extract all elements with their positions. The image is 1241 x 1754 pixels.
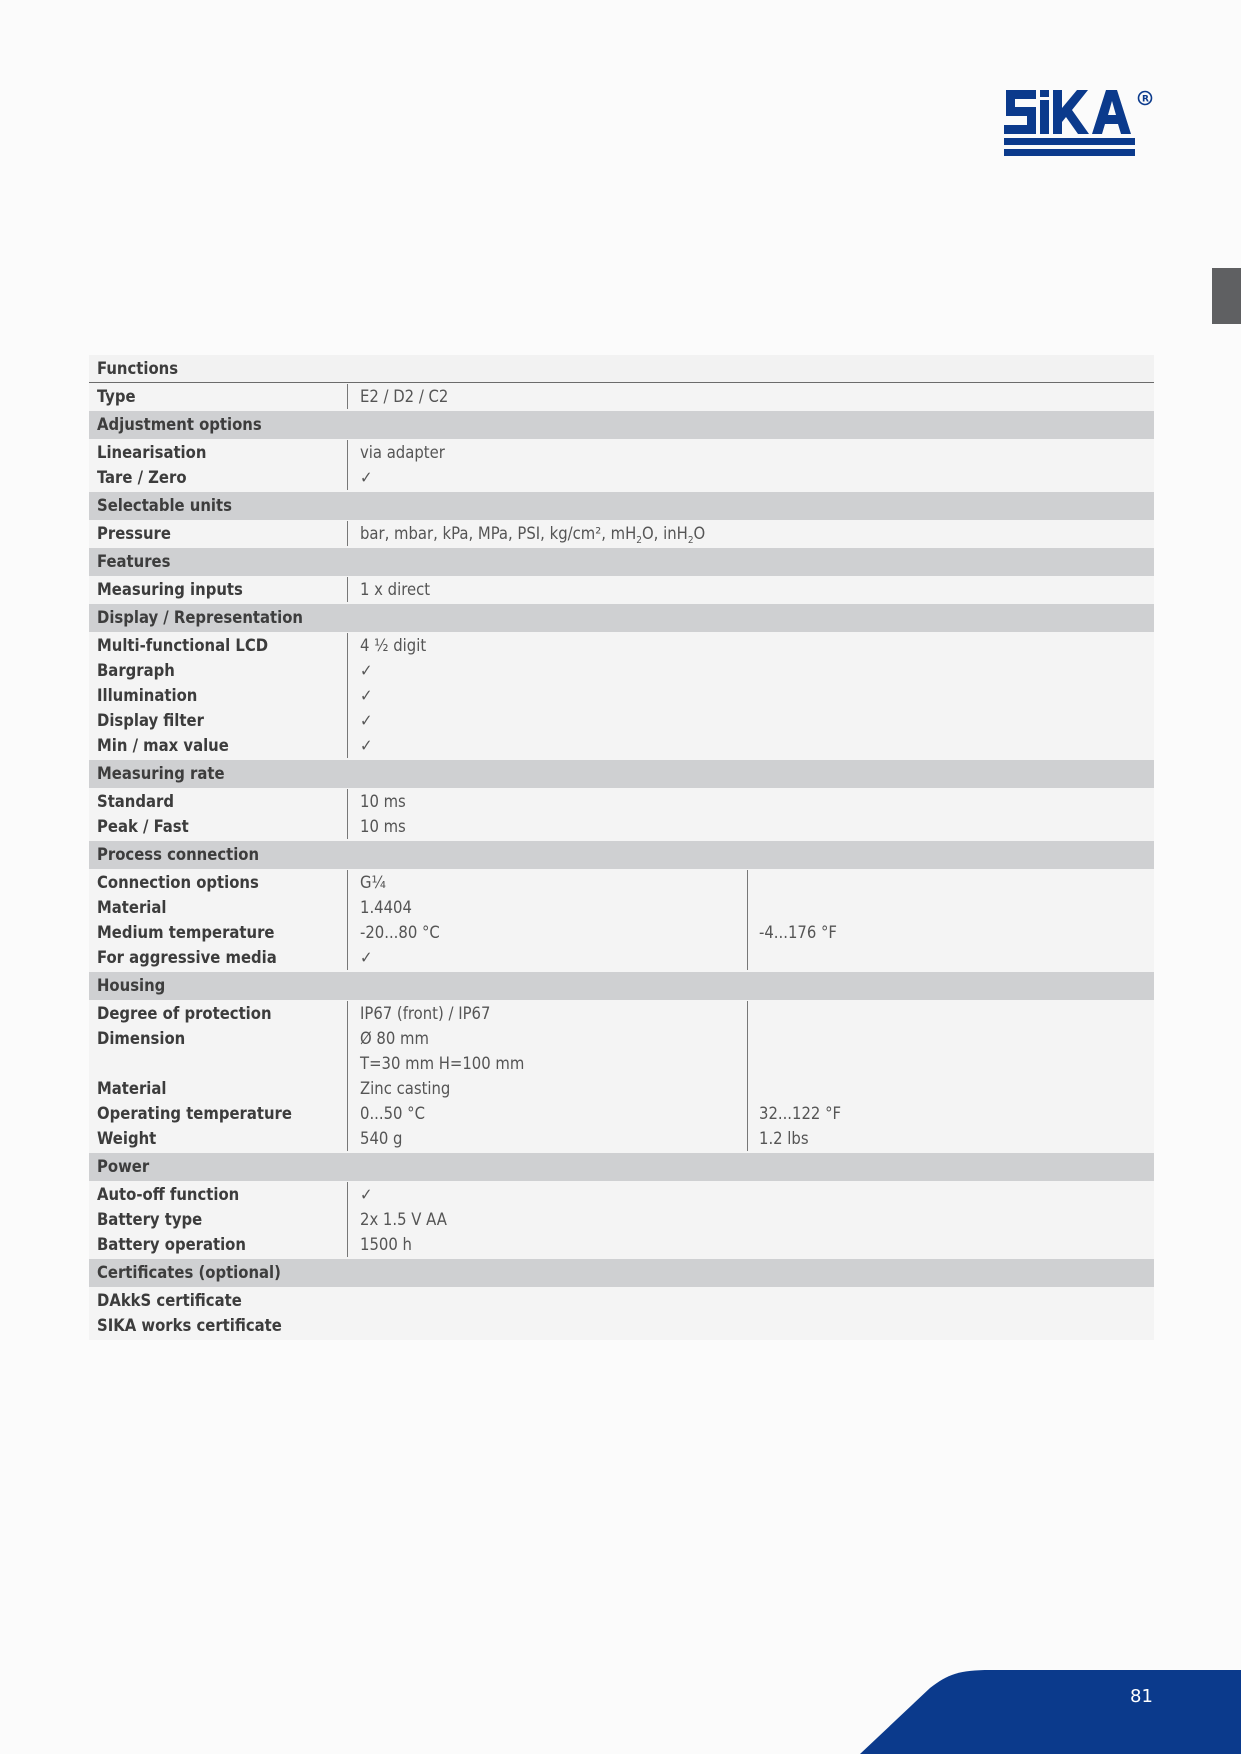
svg-text:R: R	[1142, 94, 1149, 105]
pressure-units: bar, mbar, kPa, MPa, PSI, kg/cm², $mH_2O$, inH$_2$O	[347, 521, 1154, 546]
spec-row-weight: Weight 540 g 1.2 lbs	[89, 1126, 1154, 1153]
section-selectable-units: Selectable units	[89, 492, 1154, 520]
section-certificates: Certificates (optional)	[89, 1259, 1154, 1287]
spec-row-lcd: Multi-functional LCD 4 ½ digit	[89, 632, 1154, 658]
spec-row-aggressive-media: For aggressive media ✓	[89, 945, 1154, 972]
spec-row-auto-off: Auto-off function ✓	[89, 1181, 1154, 1207]
page-number: 81	[1130, 1686, 1153, 1707]
spec-row-operating-temperature: Operating temperature 0...50 °C 32...122 °F	[89, 1101, 1154, 1126]
section-measuring-rate: Measuring rate	[89, 760, 1154, 788]
spec-row-battery-operation: Battery operation 1500 h	[89, 1232, 1154, 1259]
spec-row-linearisation: Linearisation via adapter	[89, 439, 1154, 465]
spec-row-min-max: Min / max value ✓	[89, 733, 1154, 760]
spec-row-type: Type E2 / D2 / C2	[89, 383, 1154, 411]
specification-table	[89, 355, 1154, 1340]
spec-row-standard: Standard 10 ms	[89, 788, 1154, 814]
spec-row-measuring-inputs: Measuring inputs 1 x direct	[89, 576, 1154, 604]
spec-row-battery-type: Battery type 2x 1.5 V AA	[89, 1207, 1154, 1232]
spec-row-peak: Peak / Fast 10 ms	[89, 814, 1154, 841]
section-tab-marker	[1212, 268, 1241, 324]
spec-row-medium-temperature: Medium temperature -20...80 °C -4...176 °F	[89, 920, 1154, 945]
section-process-connection: Process connection	[89, 841, 1154, 869]
spec-row-dimension-detail: T=30 mm H=100 mm	[89, 1051, 1154, 1076]
spec-row-connection-options: Connection options G¼	[89, 869, 1154, 895]
spec-row-bargraph: Bargraph ✓	[89, 658, 1154, 683]
spec-row-pressure: Pressure bar, mbar, kPa, MPa, PSI, kg/cm², $mH_2O$, inH$_2$O	[89, 520, 1154, 548]
section-housing: Housing	[89, 972, 1154, 1000]
footer-brand-shape	[860, 1670, 1241, 1754]
section-display: Display / Representation	[89, 604, 1154, 632]
spec-row-tare-zero: Tare / Zero ✓	[89, 465, 1154, 492]
spec-row-protection: Degree of protection IP67 (front) / IP67	[89, 1000, 1154, 1026]
spec-row-display-filter: Display filter ✓	[89, 708, 1154, 733]
section-functions: Functions	[89, 355, 1154, 383]
spec-row-dimension: Dimension Ø 80 mm	[89, 1026, 1154, 1051]
section-features: Features	[89, 548, 1154, 576]
spec-row-illumination: Illumination ✓	[89, 683, 1154, 708]
section-adjustment-options: Adjustment options	[89, 411, 1154, 439]
sika-logo	[1004, 88, 1154, 158]
spec-row-housing-material: Material Zinc casting	[89, 1076, 1154, 1101]
spec-row-dakks: DAkkS certificate	[89, 1287, 1154, 1313]
section-power: Power	[89, 1153, 1154, 1181]
spec-row-process-material: Material 1.4404	[89, 895, 1154, 920]
spec-row-works-certificate: SIKA works certificate	[89, 1313, 1154, 1340]
